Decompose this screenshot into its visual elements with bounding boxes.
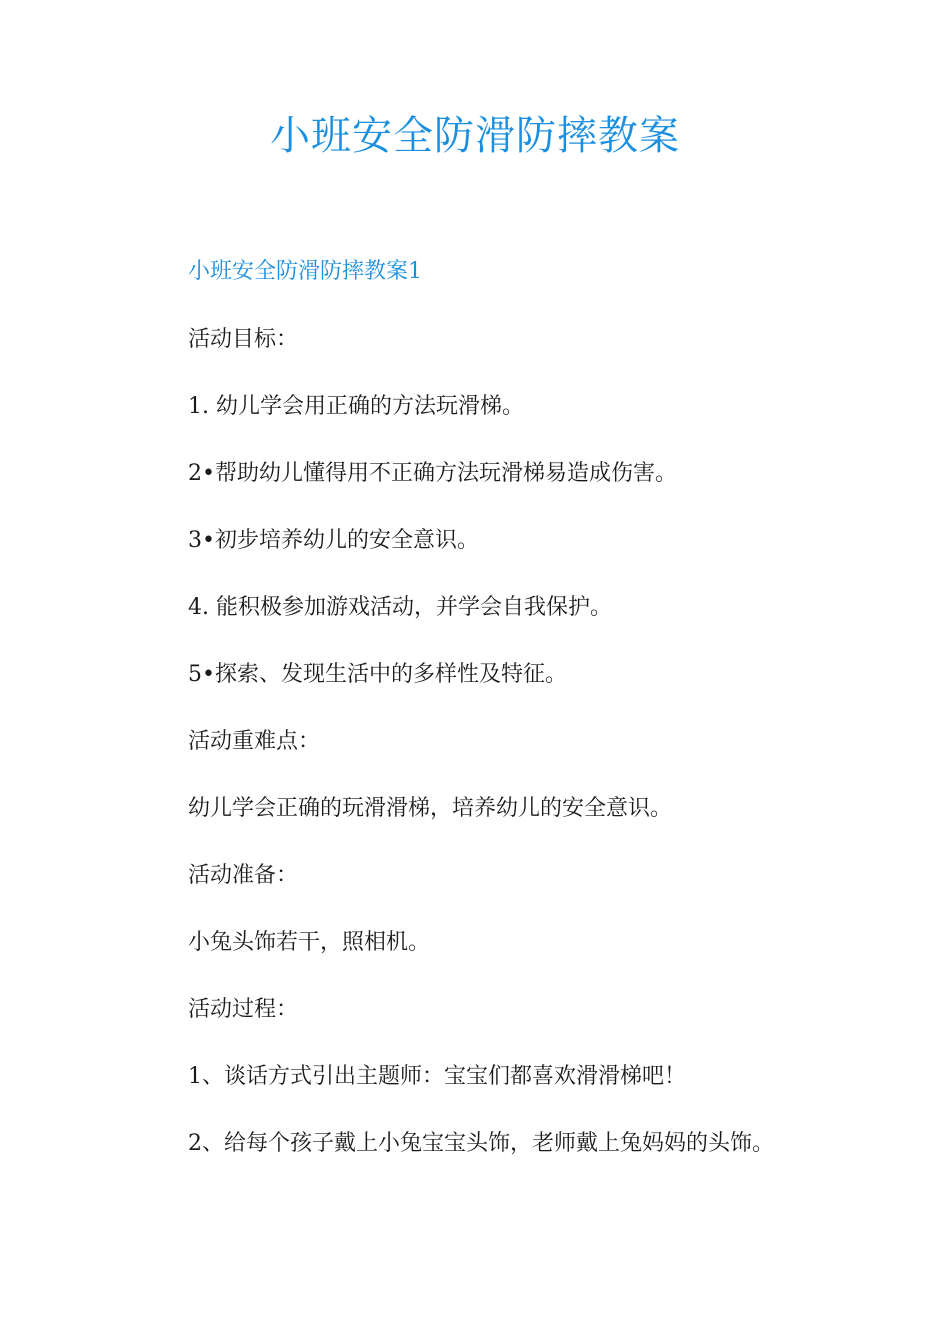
key-points-text: 幼儿学会正确的玩滑滑梯，培养幼儿的安全意识。 bbox=[188, 796, 673, 821]
section-heading: 小班安全防滑防摔教案1 bbox=[188, 259, 422, 284]
document-title: 小班安全防滑防摔教案 bbox=[270, 113, 680, 159]
goal-item-5: 5•探索、发现生活中的多样性及特征。 bbox=[188, 662, 567, 687]
label-preparation: 活动准备： bbox=[188, 863, 299, 888]
preparation-text: 小兔头饰若干，照相机。 bbox=[188, 930, 431, 955]
label-activity-goals: 活动目标： bbox=[188, 327, 299, 352]
goal-item-3: 3•初步培养幼儿的安全意识。 bbox=[188, 528, 479, 553]
label-process: 活动过程： bbox=[188, 997, 299, 1022]
label-key-points: 活动重难点： bbox=[188, 729, 321, 754]
goal-item-2: 2•帮助幼儿懂得用不正确方法玩滑梯易造成伤害。 bbox=[188, 461, 677, 486]
process-step-2: 2、给每个孩子戴上小兔宝宝头饰，老师戴上兔妈妈的头饰。 bbox=[188, 1131, 774, 1156]
process-step-1: 1、谈话方式引出主题师：宝宝们都喜欢滑滑梯吧！ bbox=[188, 1064, 686, 1089]
goal-item-1: 1. 幼儿学会用正确的方法玩滑梯。 bbox=[188, 394, 524, 419]
goal-item-4: 4. 能积极参加游戏活动，并学会自我保护。 bbox=[188, 595, 612, 620]
